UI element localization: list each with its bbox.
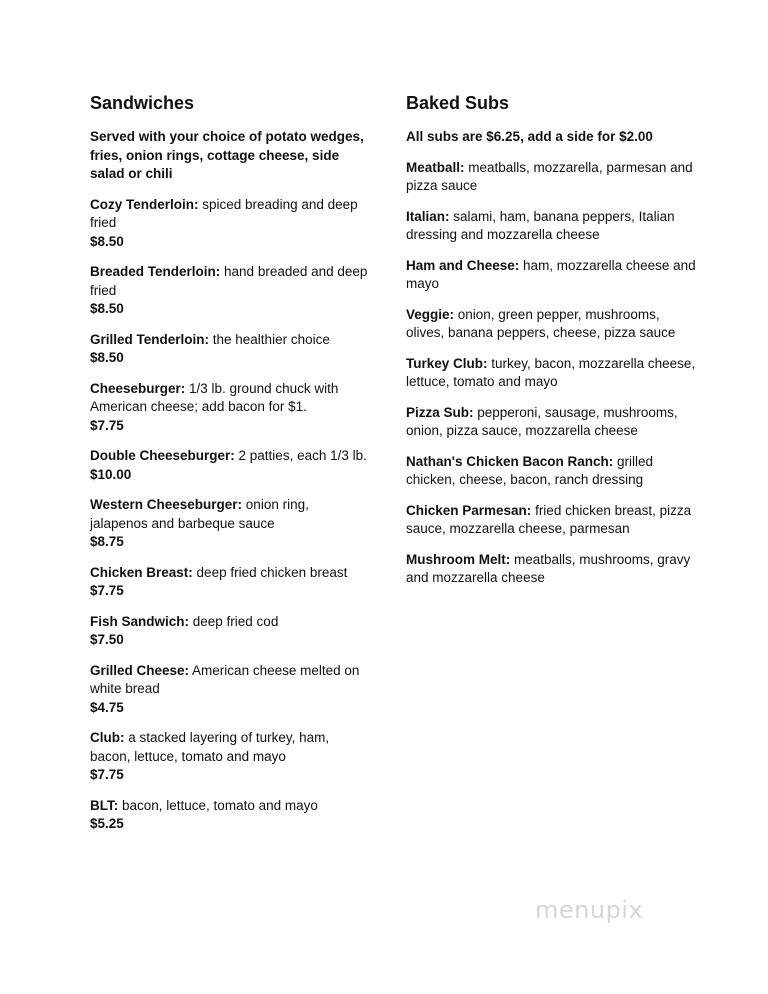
item-desc: meatballs, mozzarella, parmesan and pizza sauce xyxy=(406,159,693,193)
item-name: Pizza Sub: xyxy=(406,404,474,420)
item-name: Veggie: xyxy=(406,306,455,322)
menu-item xyxy=(406,551,696,588)
item-name: Turkey Club: xyxy=(406,355,488,371)
item-price: $8.50 xyxy=(90,350,124,365)
item-name: Western Cheeseburger: xyxy=(90,497,243,512)
item-price: $7.75 xyxy=(90,583,124,598)
item-name: Mushroom Melt: xyxy=(406,551,511,567)
item-desc: bacon, lettuce, tomato and mayo xyxy=(118,797,318,813)
item-name: Meatball: xyxy=(406,159,465,175)
item-name: Cheeseburger: xyxy=(90,380,186,396)
menu-item xyxy=(406,453,696,490)
item-name: BLT: xyxy=(90,797,119,813)
item-name: Grilled Cheese: xyxy=(90,662,190,678)
watermark-logo: menupix xyxy=(535,896,644,924)
item-desc: meatballs, mushrooms, gravy and mozzarella cheese xyxy=(406,551,691,585)
item-desc: deep fried cod xyxy=(189,613,279,629)
item-desc: ham, mozzarella cheese and mayo xyxy=(406,257,696,291)
sandwiches-intro: Served with your choice of potato wedges, fries, onion rings, cottage cheese, side salad or chili xyxy=(90,129,364,181)
item-desc: onion ring, jalapenos and barbeque sauce xyxy=(90,497,309,531)
menu-item xyxy=(90,797,370,834)
item-name: Grilled Tenderloin: xyxy=(90,331,210,347)
item-desc: a stacked layering of turkey, ham, bacon, lettuce, tomato and mayo xyxy=(90,730,330,764)
item-desc: the healthier choice xyxy=(209,331,330,347)
item-name: Cozy Tenderloin: xyxy=(90,196,199,212)
item-desc: 1/3 lb. ground chuck with American cheese; add bacon for $1. xyxy=(90,380,339,414)
item-name: Chicken Parmesan: xyxy=(406,502,532,518)
item-price: $7.50 xyxy=(90,632,124,647)
item-price: $8.50 xyxy=(90,233,124,249)
item-price: $4.75 xyxy=(90,699,124,715)
item-desc: hand breaded and deep fried xyxy=(90,264,368,298)
item-price: $8.75 xyxy=(90,534,124,549)
menu-item xyxy=(90,662,370,718)
menu-item xyxy=(90,613,370,650)
menu-item xyxy=(406,159,696,196)
item-name: Club: xyxy=(90,730,125,745)
menu-item xyxy=(406,404,696,441)
baked-subs-section xyxy=(406,92,696,600)
item-desc: deep fried chicken breast xyxy=(192,564,348,580)
menu-item xyxy=(406,502,696,539)
item-desc: grilled chicken, cheese, bacon, ranch dressing xyxy=(406,453,654,487)
item-name: Breaded Tenderloin: xyxy=(90,264,221,279)
item-price: $7.75 xyxy=(90,767,124,782)
baked-subs-heading: Baked Subs xyxy=(406,93,510,113)
menu-item xyxy=(406,208,696,245)
item-desc: pepperoni, sausage, mushrooms, onion, pizza sauce, mozzarella cheese xyxy=(406,404,678,438)
sandwiches-heading: Sandwiches xyxy=(90,93,195,113)
menu-item xyxy=(90,496,370,552)
item-desc: spiced breading and deep fried xyxy=(90,196,358,230)
baked-subs-intro: All subs are $6.25, add a side for $2.00 xyxy=(406,129,653,144)
item-name: Ham and Cheese: xyxy=(406,257,520,273)
menu-item xyxy=(90,564,370,601)
item-desc: salami, ham, banana peppers, Italian dressing and mozzarella cheese xyxy=(406,208,675,242)
item-price: $7.75 xyxy=(90,417,124,433)
menu-item xyxy=(90,331,370,368)
item-desc: American cheese melted on white bread xyxy=(90,662,360,696)
item-name: Italian: xyxy=(406,208,450,224)
item-price: $5.25 xyxy=(90,816,124,831)
item-desc: onion, green pepper, mushrooms, olives, banana peppers, cheese, pizza sauce xyxy=(406,306,676,340)
menu-item xyxy=(90,447,370,484)
item-desc: turkey, bacon, mozzarella cheese, lettuce, tomato and mayo xyxy=(406,355,696,389)
menu-item xyxy=(406,355,696,392)
menu-item xyxy=(90,196,370,252)
menu-item xyxy=(90,380,370,436)
menu-item xyxy=(90,263,370,319)
item-name: Chicken Breast: xyxy=(90,564,193,580)
item-name: Nathan's Chicken Bacon Ranch: xyxy=(406,453,614,469)
menu-item xyxy=(90,729,370,785)
sandwiches-section xyxy=(90,92,370,846)
menu-item xyxy=(406,257,696,294)
item-name: Double Cheeseburger: xyxy=(90,448,235,463)
item-desc: 2 patties, each 1/3 lb. xyxy=(234,448,367,463)
item-price: $10.00 xyxy=(90,466,132,482)
menu-item xyxy=(406,306,696,343)
item-price: $8.50 xyxy=(90,301,124,316)
item-name: Fish Sandwich: xyxy=(90,613,190,629)
item-desc: fried chicken breast, pizza sauce, mozzarella cheese, parmesan xyxy=(406,502,692,536)
